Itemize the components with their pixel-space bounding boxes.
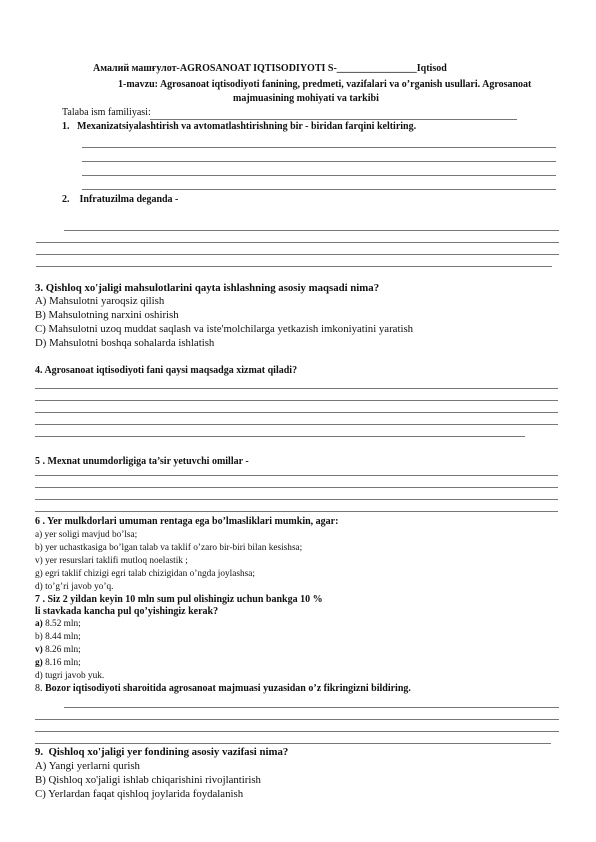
answer-line[interactable] (82, 147, 556, 148)
header-topic-line1: 1-mavzu: Agrosanoat iqtisodiyoti fanining, predmeti, vazifalari va o’rganish usullari. Agrosanoat (118, 79, 532, 90)
question-2: 2. Infratuzilma deganda - (62, 194, 179, 205)
answer-line[interactable] (35, 475, 558, 476)
answer-line[interactable] (36, 242, 559, 243)
q7-option-letter: b) (35, 632, 43, 642)
answer-line[interactable] (82, 175, 556, 176)
question-7-line1: 7 . Siz 2 yildan keyin 10 mln sum pul olishingiz uchun bankga 10 % (35, 594, 323, 605)
answer-line[interactable] (35, 487, 558, 488)
question-8-text: Bozor iqtisodiyoti sharoitida agrosanoat majmuasi yuzasidan o’z fikringizni bildiring. (42, 683, 411, 694)
answer-line[interactable] (35, 400, 558, 401)
answer-line[interactable] (36, 266, 552, 267)
q6-option[interactable]: a) yer soligi mavjud bo’lsa; (35, 530, 138, 540)
q6-option[interactable]: g) egri taklif chizigi egri talab chizigidan o’ngda joylashsa; (35, 569, 255, 579)
q7-option[interactable] (35, 645, 81, 656)
q7-option[interactable] (35, 632, 81, 643)
q7-option-letter: d) (35, 671, 43, 681)
header-title: Амалий машғулот-AGROSANOAT IQTISODIYOTI S-________________Iqtisod (93, 63, 447, 74)
q7-option-text: 8.52 mln; (42, 619, 81, 629)
question-3: 3. Qishloq xo'jaligi mahsulotlarini qayta ishlashning asosiy maqsadi nima? (35, 282, 380, 294)
answer-line[interactable] (36, 254, 559, 255)
q6-option[interactable]: d) to’g’ri javob yo’q. (35, 582, 114, 592)
q6-option[interactable]: b) yer uchastkasiga bo’lgan talab va taklif o’zaro bir-biri bilan kesishsa; (35, 543, 303, 553)
q6-option[interactable]: v) yer resurslari taklifi mutloq noelastik ; (35, 556, 188, 566)
q7-option-letter: a) (35, 619, 43, 629)
q7-option-text: 8.16 mln; (42, 658, 81, 668)
question-7-line2: li stavkada kancha pul qo’yishingiz kerak? (35, 606, 219, 617)
q7-option-text: tugri javob yuk. (42, 671, 105, 681)
q7-option-letter: g) (35, 658, 43, 668)
student-name-line[interactable] (150, 119, 517, 120)
answer-line[interactable] (35, 412, 558, 413)
answer-line[interactable] (35, 743, 551, 744)
question-8 (35, 683, 411, 695)
question-1: 1. Mexanizatsiyalashtirish va avtomatlashtirishning bir - biridan farqini keltiring. (62, 121, 417, 132)
answer-line[interactable] (35, 511, 558, 512)
question-5: 5 . Mexnat unumdorligiga ta’sir yetuvchi omillar - (35, 456, 249, 467)
answer-line[interactable] (35, 731, 559, 732)
question-6: 6 . Yer mulkdorlari umuman rentaga ega bo’lmasliklari mumkin, agar: (35, 516, 339, 527)
answer-line[interactable] (64, 230, 559, 231)
answer-line[interactable] (35, 719, 559, 720)
answer-line[interactable] (35, 424, 558, 425)
answer-line[interactable] (82, 189, 556, 190)
q7-option[interactable] (35, 619, 81, 630)
q7-option-text: 8.44 mln; (42, 632, 81, 642)
answer-line[interactable] (35, 499, 558, 500)
q7-option-letter: v) (35, 645, 43, 655)
question-4: 4. Agrosanoat iqtisodiyoti fani qaysi maqsadga xizmat qiladi? (35, 365, 298, 376)
q9-option[interactable]: B) Qishloq xo'jaligi ishlab chiqarishini rivojlantirish (35, 774, 261, 786)
question-9: 9. Qishloq xo'jaligi yer fondining asosiy vazifasi nima? (35, 746, 289, 758)
q3-option[interactable]: A) Mahsulotni yaroqsiz qilish (35, 295, 165, 307)
header-topic-line2: majmuasining mohiyati va tarkibi (233, 93, 379, 104)
q3-option[interactable]: B) Mahsulotning narxini oshirish (35, 309, 179, 321)
q7-option[interactable] (35, 658, 81, 669)
q9-option[interactable]: A) Yangi yerlarni qurish (35, 760, 140, 772)
q3-option[interactable]: D) Mahsulotni boshqa sohalarda ishlatish (35, 337, 215, 349)
answer-line[interactable] (82, 161, 556, 162)
q7-option-text: 8.26 mln; (42, 645, 81, 655)
student-name-label: Talaba ism familiyasi: (62, 107, 151, 118)
q9-option[interactable]: C) Yerlardan faqat qishloq joylarida foydalanish (35, 788, 244, 800)
question-8-number: 8. (35, 683, 43, 694)
answer-line[interactable] (64, 707, 559, 708)
q7-option[interactable] (35, 671, 104, 682)
answer-line[interactable] (35, 388, 558, 389)
q3-option[interactable]: C) Mahsulotni uzoq muddat saqlash va iste'molchilarga yetkazish imkoniyatini yaratish (35, 323, 414, 335)
answer-line[interactable] (35, 436, 525, 437)
